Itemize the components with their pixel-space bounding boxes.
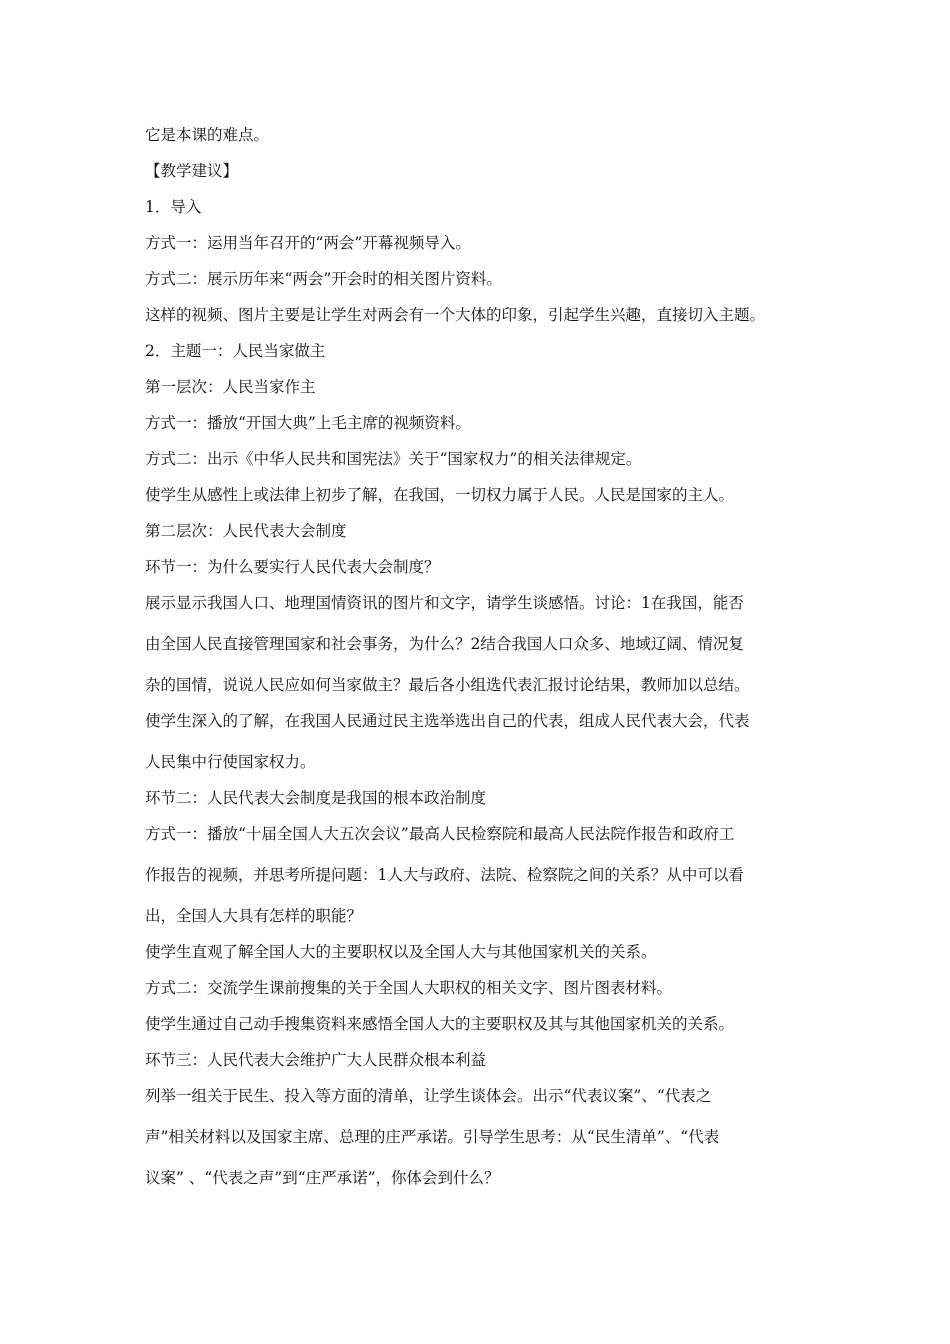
paragraph-line: 作报告的视频，并思考所提问题：1人大与政府、法院、检察院之间的关系？从中可以看 — [145, 866, 744, 884]
paragraph-line: 环节三：人民代表大会维护广大人民群众根本利益 — [145, 1051, 487, 1069]
paragraph-line: 展示显示我国人口、地理国情资讯的图片和文字，请学生谈感悟。讨论：1在我国，能否 — [145, 594, 744, 612]
paragraph-line: 出，全国人大具有怎样的职能？ — [145, 907, 363, 925]
paragraph-line: 使学生深入的了解，在我国人民通过民主选举选出自己的代表，组成人民代表大会，代表 — [145, 712, 750, 730]
paragraph-line: 方式一：播放“十届全国人大五次会议”最高人民检察院和最高人民法院作报告和政府工 — [145, 825, 735, 843]
paragraph-line: 第二层次：人民代表大会制度 — [145, 522, 347, 540]
paragraph-line: 方式二：展示历年来“两会”开会时的相关图片资料。 — [145, 270, 502, 288]
subsection-heading: 1．导入 — [145, 198, 202, 216]
subsection-heading: 2．主题一：人民当家做主 — [145, 342, 326, 360]
paragraph-line: 环节一：为什么要实行人民代表大会制度？ — [145, 558, 440, 576]
paragraph-line: 人民集中行使国家权力。 — [145, 753, 316, 771]
paragraph-line: 杂的国情，说说人民应如何当家做主？最后各小组选代表汇报讨论结果，教师加以总结。 — [145, 676, 750, 694]
paragraph-line: 第一层次：人民当家作主 — [145, 378, 316, 396]
paragraph-line: 环节二：人民代表大会制度是我国的根本政治制度 — [145, 789, 487, 807]
section-heading: 【教学建议】 — [145, 162, 239, 180]
paragraph-line: 由全国人民直接管理国家和社会事务，为什么？2结合我国人口众多、地域辽阔、情况复 — [145, 635, 744, 653]
paragraph-line: 使学生直观了解全国人大的主要职权以及全国人大与其他国家机关的关系。 — [145, 943, 657, 961]
paragraph-line: 使学生从感性上或法律上初步了解，在我国，一切权力属于人民。人民是国家的主人。 — [145, 486, 735, 504]
paragraph-line: 方式二：交流学生课前搜集的关于全国人大职权的相关文字、图片图表材料。 — [145, 979, 673, 997]
paragraph-line: 这样的视频、图片主要是让学生对两会有一个大体的印象，引起学生兴趣，直接切入主题。 — [145, 306, 766, 324]
paragraph-line: 列举一组关于民生、投入等方面的清单，让学生谈体会。出示“代表议案”、“代表之 — [145, 1087, 712, 1105]
paragraph-line: 方式一：运用当年召开的“两会”开幕视频导入。 — [145, 234, 471, 252]
paragraph-line: 使学生通过自己动手搜集资料来感悟全国人大的主要职权及其与其他国家机关的关系。 — [145, 1015, 735, 1033]
paragraph-line: 议案” 、“代表之声”到“庄严承诺”，你体会到什么？ — [145, 1169, 500, 1187]
paragraph-line: 方式一：播放“开国大典”上毛主席的视频资料。 — [145, 414, 471, 432]
paragraph-line: 方式二：出示《中华人民共和国宪法》关于“国家权力”的相关法律规定。 — [145, 450, 642, 468]
paragraph-line: 它是本课的难点。 — [145, 126, 270, 144]
paragraph-line: 声”相关材料以及国家主席、总理的庄严承诺。引导学生思考：从“民生清单”、“代表 — [145, 1128, 720, 1146]
document-body — [145, 124, 810, 1189]
